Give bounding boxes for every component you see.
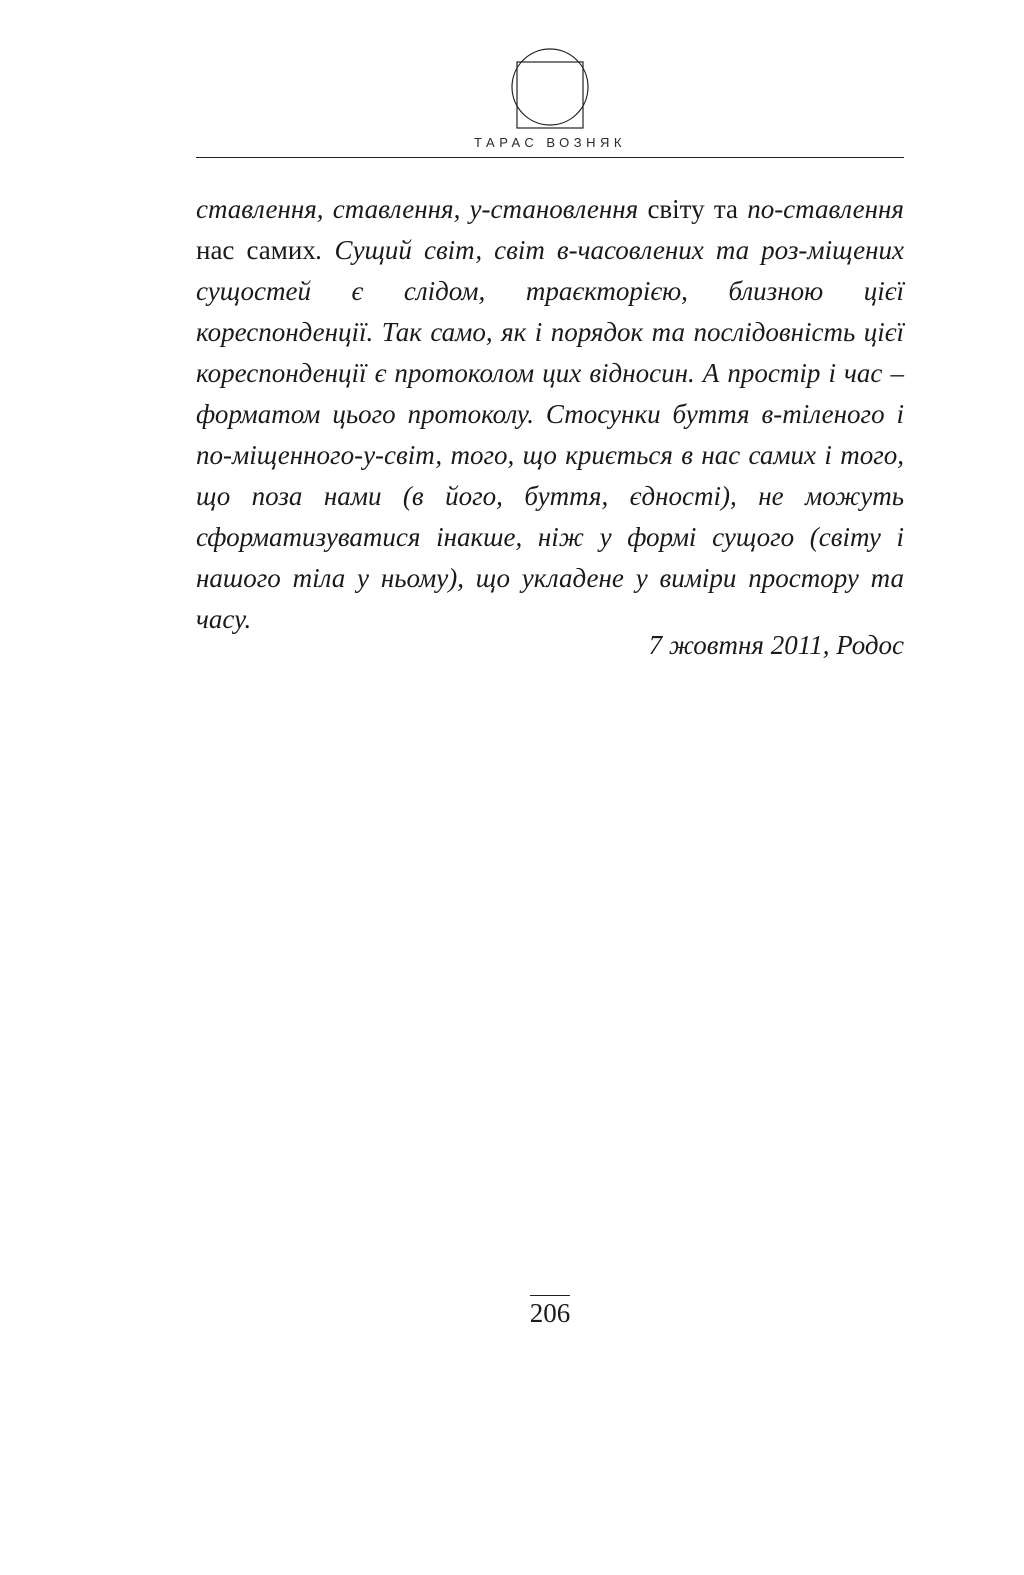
body-text-segment: нас самих (196, 235, 316, 265)
body-text-segment: світу та (647, 194, 738, 224)
header-rule (196, 157, 904, 158)
date-place-signature: 7 жовтня 2011, Родос (648, 630, 904, 660)
body-text-segment: . Сущий світ, світ в-часовлених та роз-міщених сущостей є слідом, траєкторією, близною цієї кореспонденції. Так само, як і порядок та послідовність цієї кореспонденції є протоколом цих відносин. А простір і час – форматом цього протоколу. Стосунки буття в-тіленого і по-міщенного-у-світ, того, що криється в нас самих і того, що поза нами (в його, буття, єдності), не можуть сформатизуватися інакше, ніж у формі сущого (світу і нашого тіла у ньому), що укладене у виміри простору та часу. (196, 235, 904, 634)
body-text-segment: по-ставлення (737, 194, 904, 224)
circle-square-logo-icon (508, 45, 592, 129)
page-number-value: 206 (530, 1295, 571, 1328)
body-paragraph (196, 189, 904, 640)
body-text-segment: ставлення, ставлення, у-становлення (196, 194, 648, 224)
running-head: ТАРАС ВОЗНЯК (474, 135, 626, 150)
page-number (0, 1298, 1024, 1329)
